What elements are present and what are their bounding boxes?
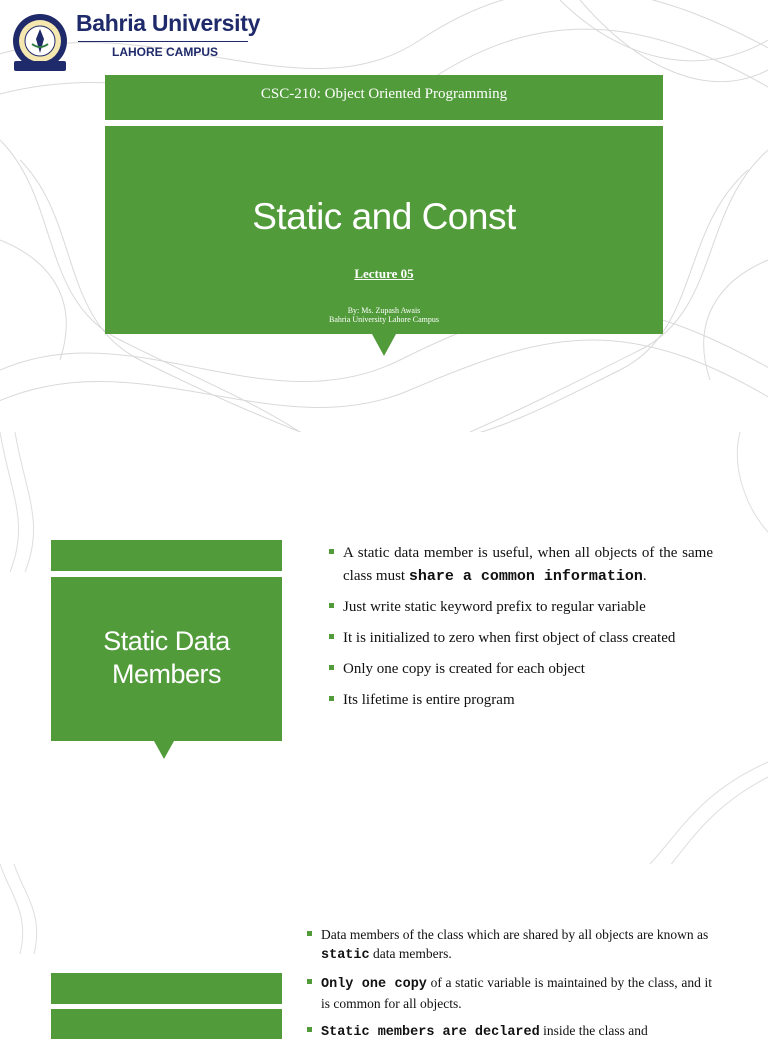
static-data-members-slide — [0, 432, 768, 864]
side-title — [51, 625, 282, 691]
side-title-line-1: Static Data — [103, 626, 230, 656]
side-title-line-2: Members — [111, 659, 222, 689]
course-banner — [105, 75, 663, 120]
side-title-pointer — [154, 741, 174, 759]
author-block — [105, 306, 663, 324]
bullet-list — [329, 542, 713, 712]
list-item: Just write static keyword prefix to regular variable — [329, 596, 713, 619]
side-title-box — [51, 1009, 282, 1039]
square-bullet-icon — [307, 1027, 312, 1032]
slide-title: Static and Const — [252, 196, 516, 237]
square-bullet-icon — [329, 634, 334, 639]
square-bullet-icon — [307, 931, 312, 936]
lecture-number: Lecture 05 — [354, 266, 414, 281]
list-item: A static data member is useful, when all objects of the same class must share a common information. — [329, 542, 713, 588]
university-name: Bahria University — [76, 10, 261, 36]
square-bullet-icon — [329, 665, 334, 670]
bahria-university-logo — [10, 12, 70, 74]
square-bullet-icon — [329, 603, 334, 608]
author-campus: Bahria University Lahore Campus — [329, 315, 439, 324]
campus-name: LAHORE CAMPUS — [112, 45, 219, 59]
square-bullet-icon — [329, 696, 334, 701]
side-title-box — [51, 577, 282, 741]
list-item: Its lifetime is entire program — [329, 689, 713, 712]
bold-text: static — [321, 948, 370, 963]
list-item: Static members are declared inside the class and — [307, 1021, 712, 1042]
list-item: Data members of the class which are shared by all objects are known as static data members. — [307, 925, 712, 965]
list-item: Only one copy of a static variable is maintained by the class, and it is common for all objects. — [307, 973, 712, 1013]
title-box-pointer — [372, 334, 396, 356]
list-item: It is initialized to zero when first object of class created — [329, 627, 713, 650]
side-header-strip — [51, 540, 282, 571]
bold-text: Only one copy — [321, 977, 427, 992]
bold-text: share a common information — [408, 568, 643, 585]
course-title: CSC-210: Object Oriented Programming — [260, 86, 508, 102]
bold-text: Static members are declared — [321, 1025, 540, 1040]
side-header-strip — [51, 973, 282, 1004]
bullet-list — [307, 925, 712, 1042]
static-members-detail-slide — [0, 864, 768, 1040]
title-slide — [0, 0, 768, 432]
square-bullet-icon — [307, 979, 312, 984]
title-box — [105, 126, 663, 334]
university-name-underline — [78, 41, 248, 42]
square-bullet-icon — [329, 549, 334, 554]
author-name: By: Ms. Zupash Awais — [347, 306, 421, 315]
list-item: Only one copy is created for each object — [329, 658, 713, 681]
